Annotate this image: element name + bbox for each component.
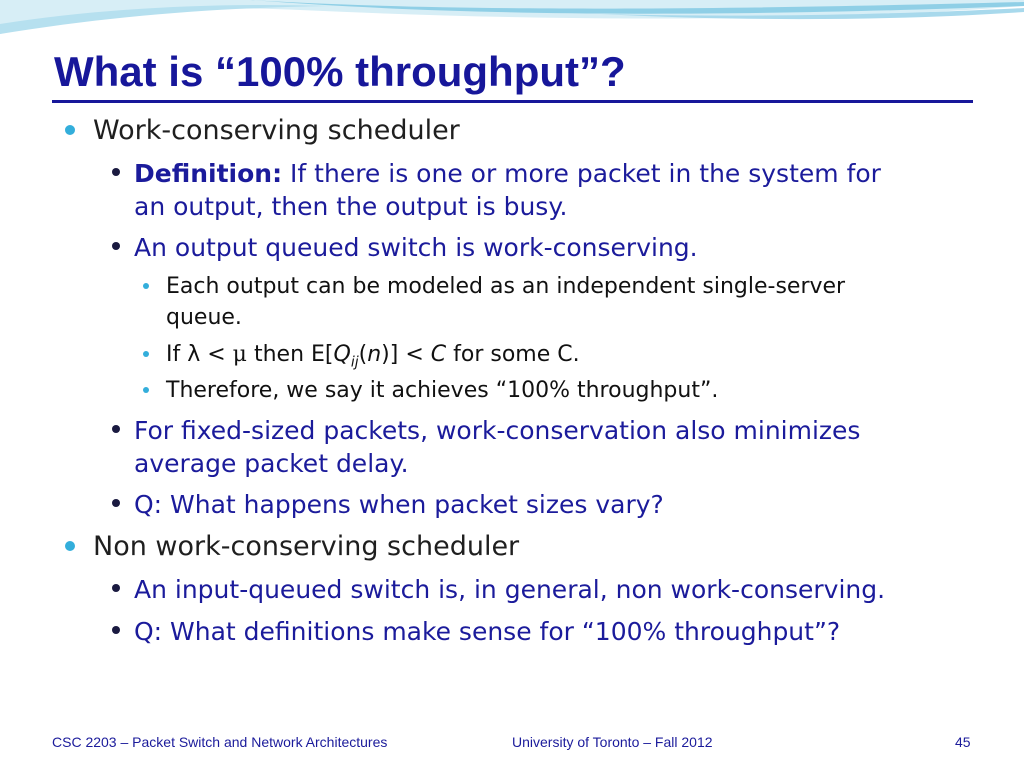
bullet-text: queue. [166, 305, 242, 330]
bullet-marker [143, 283, 149, 289]
bullet-marker [112, 168, 120, 176]
bullet-text: Each output can be modeled as an independent single-server [166, 274, 846, 299]
bullet-modeled-queue [140, 271, 845, 302]
bullet-non-work-conserving [54, 530, 519, 564]
bullet-work-conserving [54, 114, 460, 148]
bullet-achieves-throughput [140, 375, 718, 406]
bullet-output-queued [106, 231, 698, 264]
bullet-input-queued [106, 573, 885, 606]
bullet-text: average packet delay. [134, 449, 409, 478]
bullet-text: Q: What happens when packet sizes vary? [134, 490, 664, 519]
bullet-text: Non work-conserving scheduler [93, 531, 520, 562]
footer-university: University of Toronto – Fall 2012 [512, 734, 713, 750]
formula-text: If λ < [166, 342, 233, 367]
bullet-marker [65, 125, 75, 135]
formula-var-q: Q [333, 342, 351, 367]
bullet-text: An input-queued switch is, in general, non work-conserving. [134, 575, 886, 604]
formula-var-c: C [430, 342, 447, 367]
formula-text: ( [358, 342, 368, 367]
title-underline [52, 100, 973, 103]
bullet-modeled-queue-continued [140, 302, 242, 333]
bullet-definitions-question [106, 615, 840, 648]
mu-symbol: μ [232, 342, 247, 367]
bullet-marker [65, 541, 75, 551]
bullet-fixed-sized-packets-continued [106, 447, 409, 480]
bullet-marker [143, 351, 149, 357]
bullet-marker [112, 242, 120, 250]
formula-var-n: n [367, 342, 382, 367]
bullet-lambda-condition [140, 339, 580, 370]
footer-page-number: 45 [955, 734, 971, 750]
bullet-marker [112, 584, 120, 592]
definition-label: Definition: [134, 159, 283, 188]
formula-text: for some C. [446, 342, 580, 367]
bullet-text: Work-conserving scheduler [93, 115, 460, 146]
footer-course: CSC 2203 – Packet Switch and Network Architectures [52, 734, 388, 750]
bullet-marker [112, 626, 120, 634]
bullet-text: Q: What definitions make sense for “100% throughput”? [134, 617, 841, 646]
bullet-text: An output queued switch is work-conserving. [134, 233, 698, 262]
bullet-fixed-sized-packets [106, 414, 860, 447]
bullet-definition-continued [106, 190, 568, 223]
formula-subscript: ij [350, 354, 359, 371]
bullet-marker [143, 387, 149, 393]
bullet-text: For fixed-sized packets, work-conservation also minimizes [134, 416, 861, 445]
header-wave-decoration [0, 0, 1024, 50]
bullet-marker [112, 425, 120, 433]
formula [166, 342, 580, 371]
slide-title: What is “100% throughput”? [54, 48, 626, 95]
bullet-text: Therefore, we say it achieves “100% throughput”. [166, 378, 719, 403]
bullet-text: If there is one or more packet in the system for [282, 159, 881, 188]
bullet-packet-sizes-vary [106, 488, 664, 521]
bullet-definition [106, 157, 881, 190]
formula-text: then E[ [246, 342, 334, 367]
bullet-text: an output, then the output is busy. [134, 192, 568, 221]
formula-text: )] < [381, 342, 431, 367]
bullet-marker [112, 499, 120, 507]
